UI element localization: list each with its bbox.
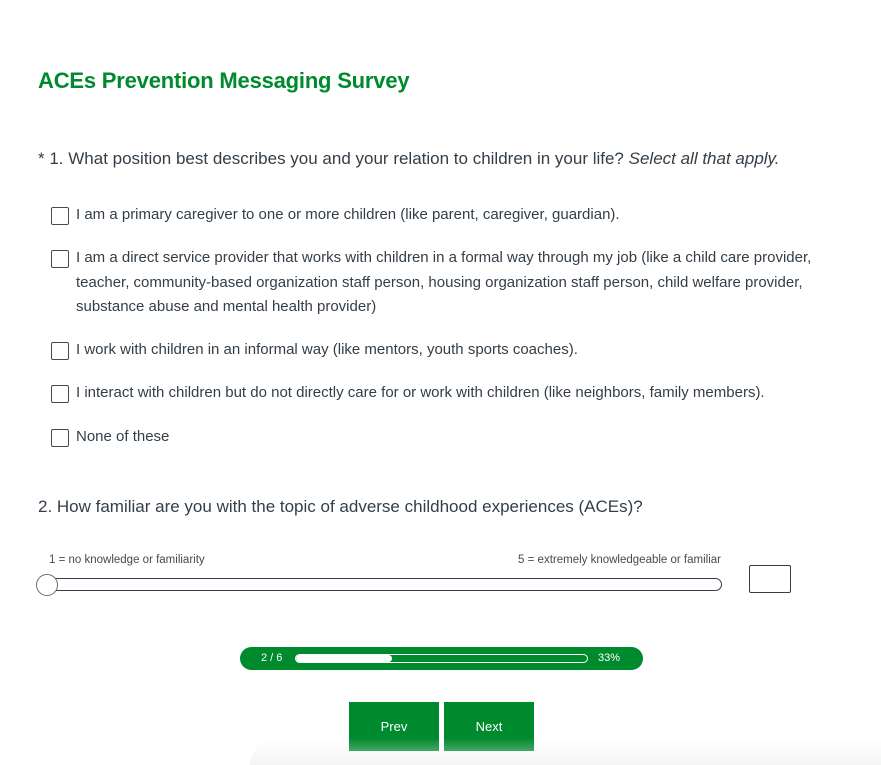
- question-2-title: 2. How familiar are you with the topic of adverse childhood experiences (ACEs)?: [38, 497, 643, 516]
- survey-title: ACEs Prevention Messaging Survey: [38, 68, 410, 93]
- question-1-hint: Select all that apply.: [628, 149, 780, 168]
- checkbox[interactable]: [51, 429, 69, 447]
- choice-label[interactable]: I am a direct service provider that works with children in a formal way through my job (like a child care provider, teacher, community-based organization staff person, housing organization staff person, child welfare provider, substance abuse and mental health provider): [76, 249, 812, 315]
- choice-informal-work[interactable]: [51, 340, 821, 363]
- choice-label[interactable]: None of these: [76, 428, 170, 445]
- question-1-prefix: * 1.: [38, 149, 69, 168]
- choice-label[interactable]: I am a primary caregiver to one or more children (like parent, caregiver, guardian).: [76, 206, 620, 223]
- prev-button[interactable]: Prev: [349, 702, 439, 751]
- scale-min-label: 1 = no knowledge or familiarity: [49, 554, 205, 566]
- checkbox[interactable]: [51, 385, 69, 403]
- bottom-shadow: [250, 738, 881, 765]
- checkbox[interactable]: [51, 207, 69, 225]
- progress-percent-label: 33%: [598, 652, 621, 664]
- slider-track[interactable]: [38, 578, 722, 591]
- progress-track: [295, 654, 588, 663]
- question-1-text: What position best describes you and your relation to children in your life?: [68, 149, 629, 168]
- progress-bar: [240, 647, 643, 670]
- checkbox[interactable]: [51, 342, 69, 360]
- choice-label[interactable]: I work with children in an informal way (like mentors, youth sports coaches).: [76, 341, 578, 358]
- question-1-title: [38, 149, 780, 169]
- choice-interact-not-care[interactable]: [51, 383, 821, 406]
- checkbox[interactable]: [51, 250, 69, 268]
- progress-page-label: 2 / 6: [261, 652, 283, 664]
- slider-thumb[interactable]: [36, 574, 58, 596]
- choice-primary-caregiver[interactable]: [51, 205, 821, 228]
- choice-label[interactable]: I interact with children but do not directly care for or work with children (like neighbors, family members).: [76, 384, 765, 401]
- slider-value-input[interactable]: [749, 565, 791, 593]
- next-button[interactable]: Next: [444, 702, 534, 751]
- scale-max-label: 5 = extremely knowledgeable or familiar: [518, 554, 721, 566]
- choice-none[interactable]: [51, 427, 821, 450]
- progress-fill: [296, 655, 392, 662]
- choice-direct-service-provider[interactable]: [51, 248, 821, 320]
